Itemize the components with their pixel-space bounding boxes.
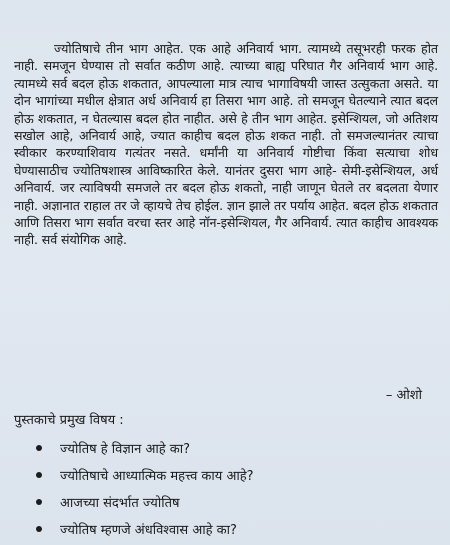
topic-text: ज्योतिष हे विज्ञान आहे का?	[60, 441, 191, 457]
list-item	[14, 434, 438, 461]
list-item	[14, 515, 438, 542]
topic-list	[14, 434, 438, 542]
topics-heading: पुस्तकाचे प्रमुख विषय :	[14, 413, 124, 428]
bullet-icon	[36, 499, 42, 505]
list-item	[14, 488, 438, 515]
quote-paragraph: ज्योतिषाचे तीन भाग आहेत. एक आहे अनिवार्य भाग. त्यामध्ये तसूभरही फरक होत नाही. समजून घेण्यास तो सर्वात कठीण आहे. त्याच्या बाह्य परिघात गैर अनिवार्य भाग आहे. त्यामध्ये सर्व बदल होऊ शकतात, आपल्याला मात्र त्याच भागाविषयी जास्त उत्सुकता असते. या दोन भागांच्या मधील क्षेत्रात अर्ध अनिवार्य हा तिसरा भाग आहे. तो समजून घेतल्याने त्यात बदल होऊ शकतात, न घेतल्यास बदल होत नाहीत. असे हे तीन भाग आहेत. इसेन्शियल, जो अतिशय सखोल आहे, अनिवार्य आहे, ज्यात काहीच बदल होऊ शकत नाही. तो समजल्यानंतर त्याचा स्वीकार करण्याशिवाय गत्यंतर नसते. धर्मांनी या अनिवार्य गोष्टीचा किंवा सत्याचा शोध घेण्यासाठीच ज्योतिषशास्त्र आविष्कारित केले. यानंतर दुसरा भाग आहे- सेमी-इसेन्शियल, अर्ध अनिवार्य. जर त्याविषयी समजले तर बदल होऊ शकतो, नाही जाणून घेतले तर बदलता येणार नाही. अज्ञानात राहाल तर जे व्हायचे तेच होईल. ज्ञान झाले तर पर्याय आहेत. बदल होऊ शकतात आणि तिसरा भाग सर्वात वरचा स्तर आहे नॉन-इसेन्शियल, गैर अनिवार्य. त्यात काहीच आवश्यक नाही. सर्व संयोगिक आहे.	[14, 41, 438, 248]
bullet-icon	[36, 445, 42, 451]
list-item	[14, 461, 438, 488]
bullet-icon	[36, 472, 42, 478]
topic-text: ज्योतिष म्हणजे अंधविश्वास आहे का?	[60, 522, 237, 538]
topics-section	[14, 410, 438, 542]
quote-author: – ओशो	[385, 388, 422, 403]
bullet-icon	[36, 526, 42, 532]
topic-text: आजच्या संदर्भात ज्योतिष	[60, 495, 180, 511]
topic-text: ज्योतिषाचे आध्यात्मिक महत्त्व काय आहे?	[60, 468, 254, 484]
